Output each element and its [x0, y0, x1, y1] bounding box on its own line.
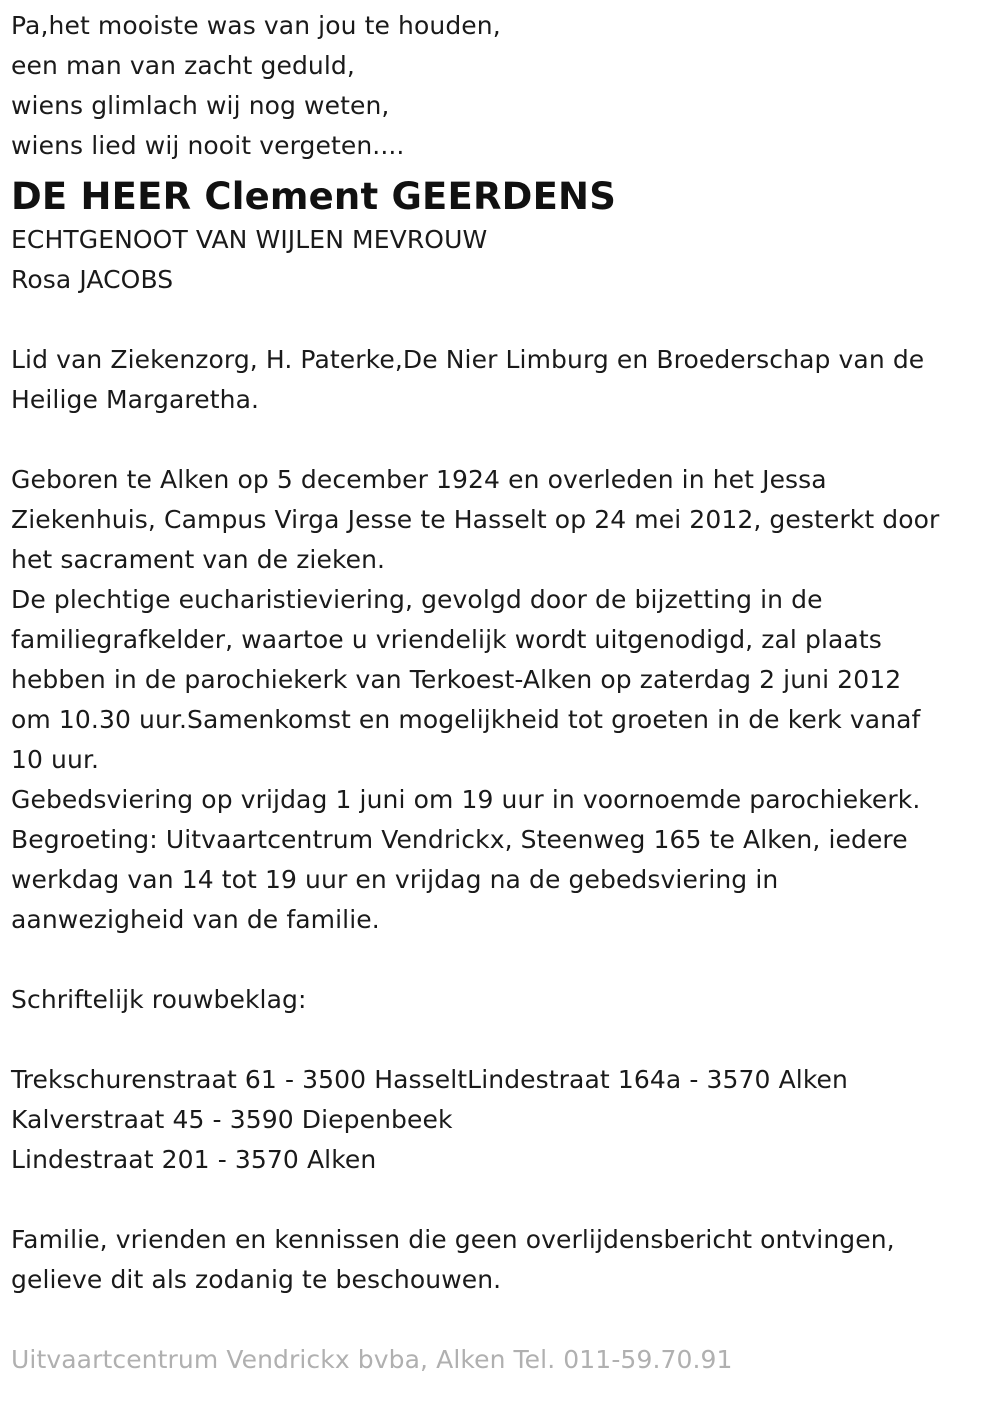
- spacer: [11, 940, 991, 980]
- spacer: [11, 300, 991, 340]
- address-line: Trekschurenstraat 61 - 3500 HasseltLindestraat 164a - 3570 Alken: [11, 1065, 848, 1094]
- funeral-home-footer: Uitvaartcentrum Vendrickx bvba, Alken Tel. 011-59.70.91: [11, 1345, 733, 1374]
- details-line: Ziekenhuis, Campus Virga Jesse te Hasselt op 24 mei 2012, gesterkt door: [11, 505, 940, 534]
- poem: [11, 6, 991, 166]
- poem-line: een man van zacht geduld,: [11, 51, 355, 80]
- details-line: De plechtige eucharistieviering, gevolgd door de bijzetting in de: [11, 585, 823, 614]
- membership-paragraph: [11, 340, 991, 420]
- condolences-addresses: [11, 1060, 991, 1180]
- spacer: [11, 1300, 991, 1340]
- details-line: Begroeting: Uitvaartcentrum Vendrickx, Steenweg 165 te Alken, iedere: [11, 825, 908, 854]
- details-paragraph: [11, 460, 991, 940]
- spacer: [11, 420, 991, 460]
- address-line: Kalverstraat 45 - 3590 Diepenbeek: [11, 1105, 453, 1134]
- closing-paragraph: [11, 1220, 991, 1300]
- details-line: aanwezigheid van de familie.: [11, 905, 380, 934]
- details-line: om 10.30 uur.Samenkomst en mogelijkheid tot groeten in de kerk vanaf: [11, 705, 921, 734]
- details-line: werkdag van 14 tot 19 uur en vrijdag na de gebedsviering in: [11, 865, 779, 894]
- details-line: Gebedsviering op vrijdag 1 juni om 19 uur in voornoemde parochiekerk.: [11, 785, 921, 814]
- spacer: [11, 1020, 991, 1060]
- spouse-line: ECHTGENOOT VAN WIJLEN MEVROUW: [11, 225, 488, 254]
- poem-line: wiens lied wij nooit vergeten....: [11, 131, 405, 160]
- spouse-name: Rosa JACOBS: [11, 265, 174, 294]
- details-line: het sacrament van de zieken.: [11, 545, 386, 574]
- poem-line: wiens glimlach wij nog weten,: [11, 91, 390, 120]
- condolences-heading: Schriftelijk rouwbeklag:: [11, 985, 307, 1014]
- details-line: 10 uur.: [11, 745, 100, 774]
- membership-line: Lid van Ziekenzorg, H. Paterke,De Nier Limburg en Broederschap van de: [11, 345, 925, 374]
- closing-line: gelieve dit als zodanig te beschouwen.: [11, 1265, 502, 1294]
- address-line: Lindestraat 201 - 3570 Alken: [11, 1145, 377, 1174]
- spacer: [11, 1180, 991, 1220]
- details-line: hebben in de parochiekerk van Terkoest-Alken op zaterdag 2 juni 2012: [11, 665, 902, 694]
- obituary-notice: [11, 6, 991, 1380]
- details-line: Geboren te Alken op 5 december 1924 en overleden in het Jessa: [11, 465, 827, 494]
- poem-line: Pa,het mooiste was van jou te houden,: [11, 11, 501, 40]
- closing-line: Familie, vrienden en kennissen die geen overlijdensbericht ontvingen,: [11, 1225, 895, 1254]
- deceased-name: DE HEER Clement GEERDENS: [11, 175, 617, 218]
- details-line: familiegrafkelder, waartoe u vriendelijk wordt uitgenodigd, zal plaats: [11, 625, 882, 654]
- membership-line: Heilige Margaretha.: [11, 385, 260, 414]
